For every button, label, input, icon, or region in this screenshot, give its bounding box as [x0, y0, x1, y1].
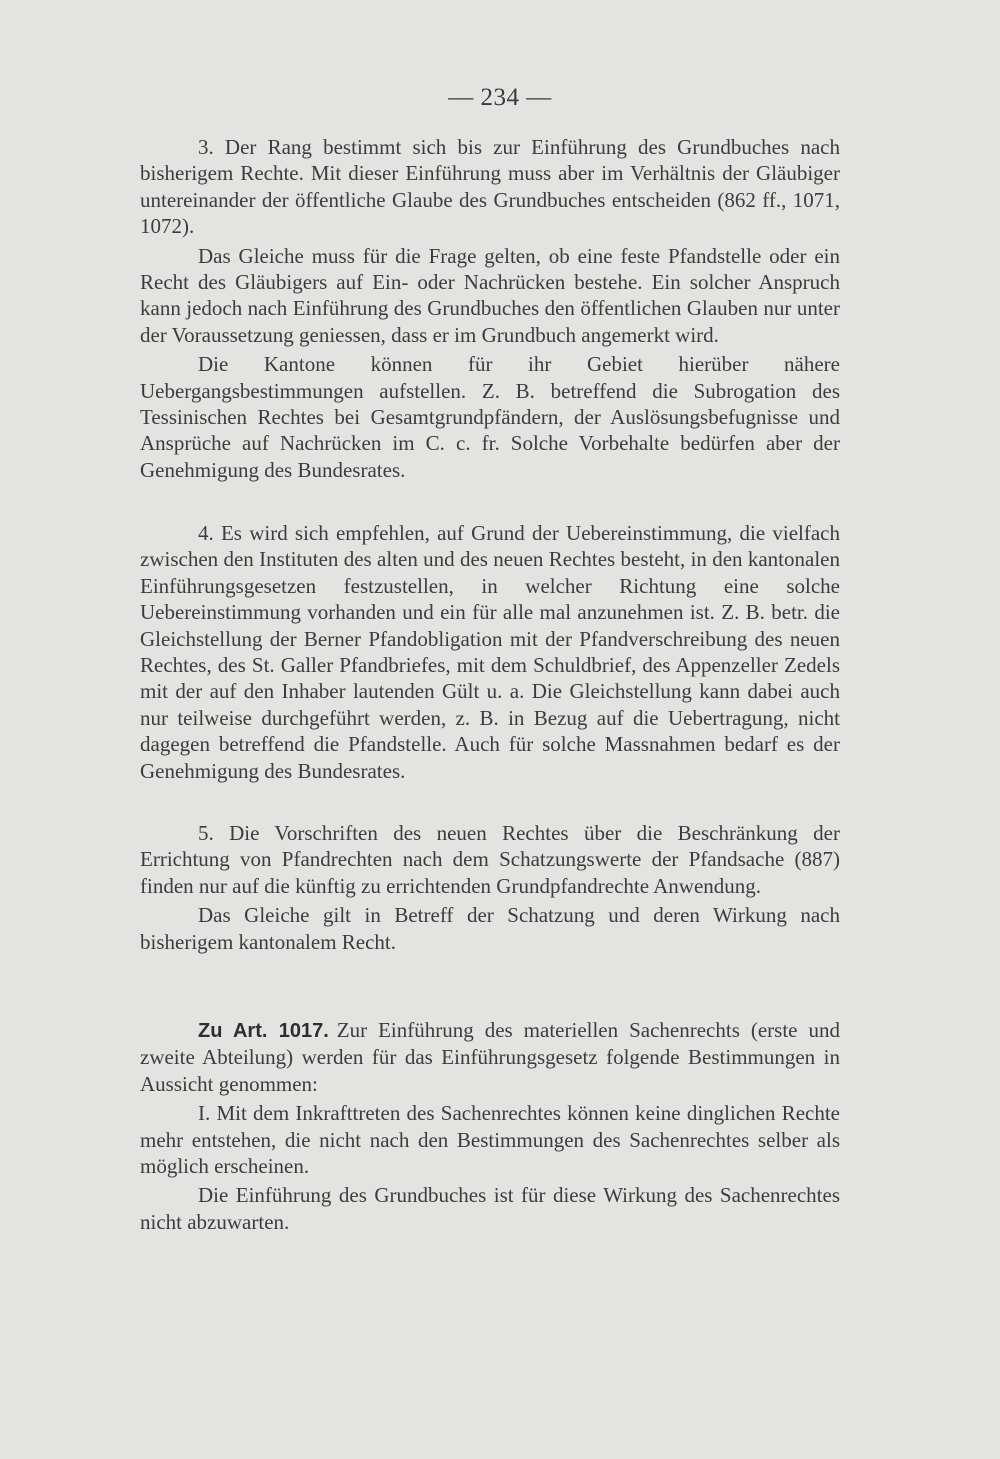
paragraph: Das Gleiche muss für die Frage gelten, ob eine feste Pfandstelle oder ein Recht des Gläubigers auf Ein- oder Nachrücken bestehe. Ein solcher Anspruch kann jedoch nach Einführung des Grundbuches den öffentlichen Glauben nur unter der Voraussetzung geniessen, dass er im Grundbuch angemerkt wird.	[140, 243, 840, 347]
paragraph: 3. Der Rang bestimmt sich bis zur Einführung des Grundbuches nach bisherigem Rechte. Mit dieser Einführung muss aber im Verhältnis der Gläubiger untereinander der öffentliche Glaube des Grundbuches entscheiden (862 ff., 1071, 1072).	[140, 135, 840, 239]
article-intro-paragraph	[140, 1017, 840, 1097]
section-schatzung	[140, 820, 840, 955]
paragraph: I. Mit dem Inkrafttreten des Sachenrechtes können keine dinglichen Rechte mehr entstehen, die nicht nach den Bestimmungen des Sachenrechtes selber als möglich erscheinen.	[140, 1101, 840, 1179]
page-number: — 234 —	[448, 84, 552, 111]
article-intro-text: Zur Einführung des materiellen Sachenrechts (erste und zweite Abteilung) werden für das Einführungsgesetz folgende Bestimmungen in Aussicht genommen:	[140, 1018, 840, 1096]
paragraph: Das Gleiche gilt in Betreff der Schatzung und deren Wirkung nach bisherigem kantonalem Recht.	[140, 903, 840, 954]
article-heading: Zu Art. 1017.	[198, 1020, 329, 1042]
section-rang	[140, 134, 840, 483]
section-art-1017	[140, 1017, 840, 1235]
paragraph: 4. Es wird sich empfehlen, auf Grund der Uebereinstimmung, die vielfach zwischen den Instituten des alten und des neuen Rechtes besteht, in den kantonalen Einführungsgesetzen festzustellen, in welcher Richtung eine solche Uebereinstimmung vorhanden und ein für alle mal anzunehmen ist. Z. B. betr. die Gleichstellung der Berner Pfandobligation mit der Pfandverschreibung des neuen Rechtes, des St. Galler Pfandbriefes, mit dem Schuldbrief, des Appenzeller Zedels mit der auf den Inhaber lautenden Gült u. a. Die Gleichstellung kann dabei auch nur teilweise durchgeführt werden, z. B. in Bezug auf die Uebertragung, nicht dagegen betreffend die Pfandstelle. Auch für solche Massnahmen bedarf es der Genehmigung des Bundesrates.	[140, 521, 840, 783]
paragraph: Die Einführung des Grundbuches ist für diese Wirkung des Sachenrechtes nicht abzuwarten.	[140, 1183, 840, 1234]
section-uebereinstimmung	[140, 520, 840, 784]
paragraph: 5. Die Vorschriften des neuen Rechtes über die Beschränkung der Errichtung von Pfandrechten nach dem Schatzungswerte der Pfandsache (887) finden nur auf die künftig zu errichtenden Grundpfandrechte Anwendung.	[140, 821, 840, 898]
paragraph: Die Kantone können für ihr Gebiet hierüber nähere Uebergangsbestimmungen aufstellen. Z. B. betreffend die Subrogation des Tessinischen Rechtes bei Gesamtgrundpfändern, der Auslösungsbefugnisse und Ansprüche auf Nachrücken im C. c. fr. Solche Vorbehalte bedürfen aber der Genehmigung des Bundesrates.	[140, 352, 840, 482]
